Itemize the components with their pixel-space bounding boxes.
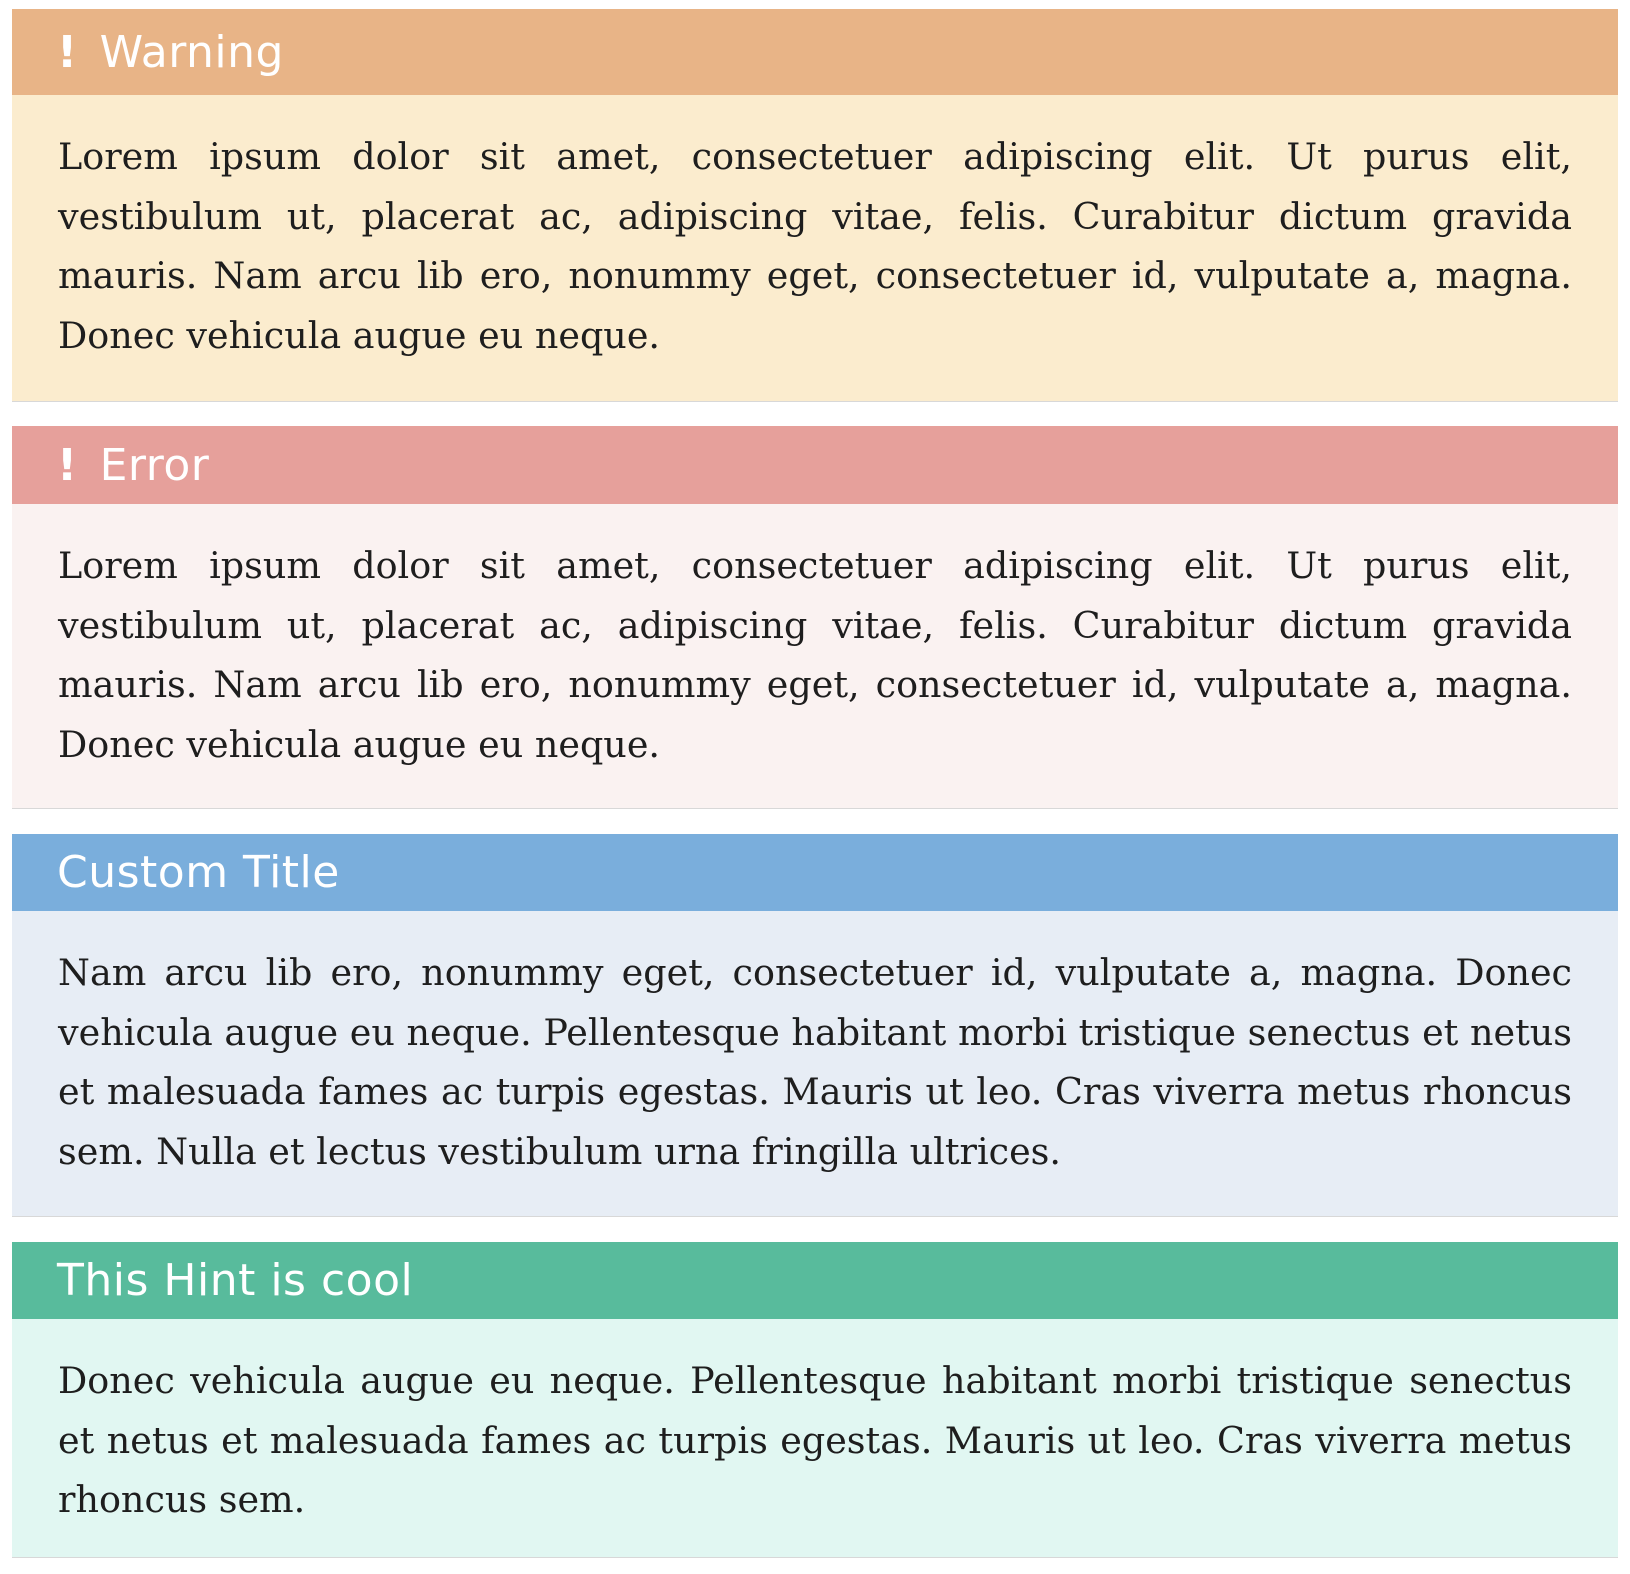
hint-box-body: Donec vehicula augue eu neque. Pellentesque habitant morbi tristique senectus et netus et malesuada fames ac turpis egestas. Mauris ut leo. Cras viverra metus rhoncus sem.	[58, 1359, 1572, 1521]
hint-box-title: This Hint is cool	[57, 1255, 414, 1306]
error-box-header	[12, 426, 1618, 504]
custom-title-box	[12, 834, 1618, 1217]
warning-box-title: Warning	[99, 26, 284, 78]
warning-box-header	[12, 9, 1618, 95]
error-box-title: Error	[99, 439, 210, 491]
error-box	[12, 426, 1618, 809]
custom-title-box-title: Custom Title	[57, 847, 340, 898]
exclamation-icon: !	[57, 26, 78, 78]
custom-title-box-header	[12, 834, 1618, 911]
warning-box	[12, 9, 1618, 402]
custom-title-box-body: Nam arcu lib ero, nonummy eget, consectetuer id, vulputate a, magna. Donec vehicula augue eu neque. Pellentesque habitant morbi tristique senectus et netus et malesuada fames ac turpis egestas. Mauris ut leo. Cras viverra metus rhoncus sem. Nulla et lectus vestibulum urna fringilla ultrices.	[58, 951, 1572, 1173]
error-box-body: Lorem ipsum dolor sit amet, consectetuer adipiscing elit. Ut purus elit, vestibulum ut, placerat ac, adipiscing vitae, felis. Curabitur dictum gravida mauris. Nam arcu lib ero, nonummy eget, consectetuer id, vulputate a, magna. Donec vehicula augue eu neque.	[58, 544, 1572, 766]
exclamation-icon: !	[57, 439, 78, 491]
warning-box-body: Lorem ipsum dolor sit amet, consectetuer adipiscing elit. Ut purus elit, vestibulum ut, placerat ac, adipiscing vitae, felis. Curabitur dictum gravida mauris. Nam arcu lib ero, nonummy eget, consectetuer id, vulputate a, magna. Donec vehicula augue eu neque.	[58, 135, 1572, 357]
hint-box-header	[12, 1242, 1618, 1319]
hint-box	[12, 1242, 1618, 1558]
